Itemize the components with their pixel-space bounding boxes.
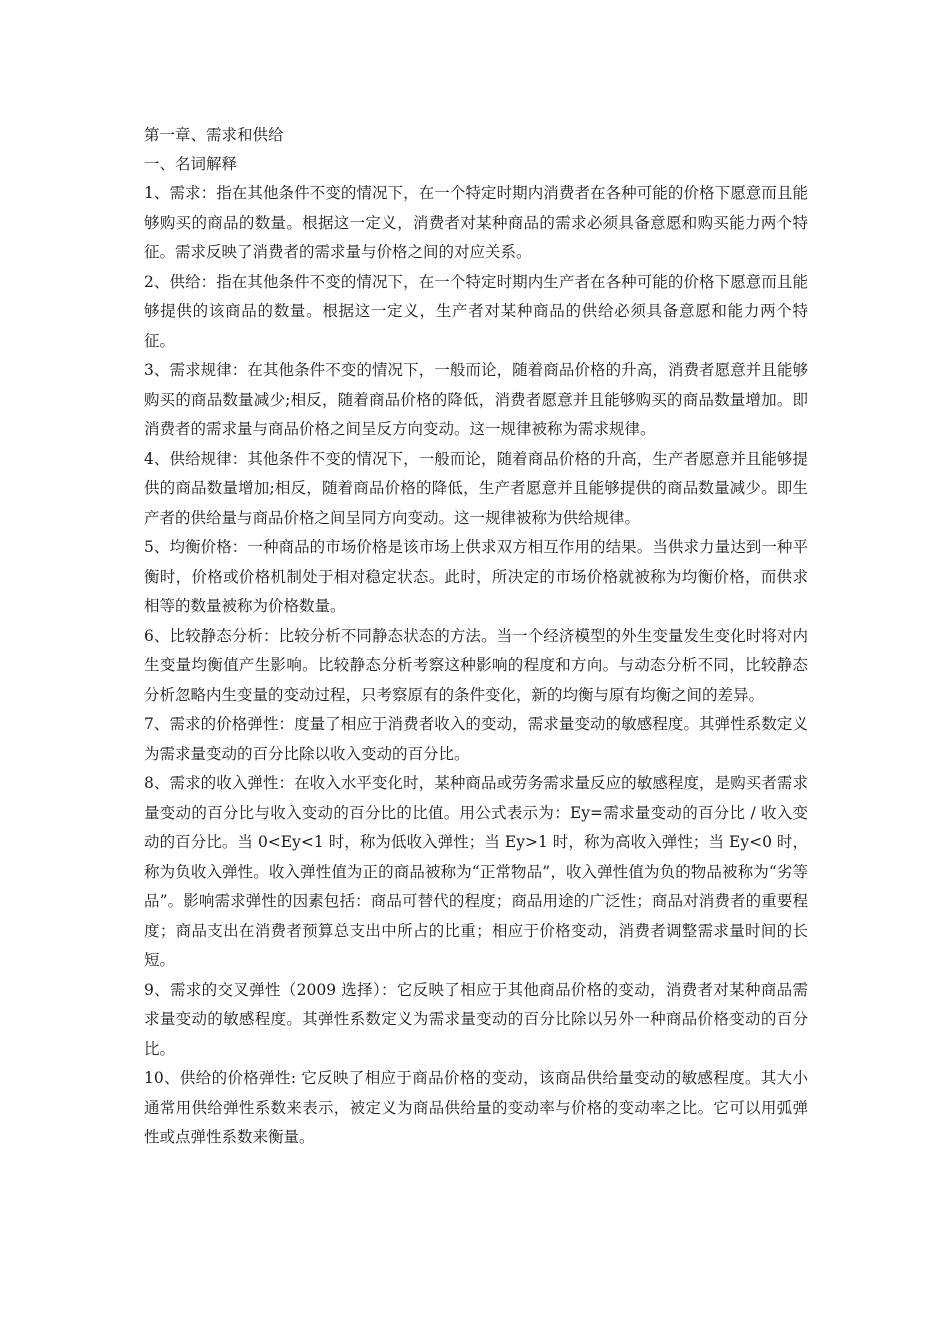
definition-paragraph: 1、需求：指在其他条件不变的情况下，在一个特定时期内消费者在各种可能的价格下愿意而且能够购买的商品的数量。根据这一定义，消费者对某种商品的需求必须具备意愿和购买能力两个特征。需求反映了消费者的需求量与价格之间的对应关系。 [144, 184, 808, 261]
definition-paragraph: 4、供给规律：其他条件不变的情况下，一般而论，随着商品价格的升高，生产者愿意并且能够提供的商品数量增加;相反，随着商品价格的降低，生产者愿意并且能够提供的商品数量减少。即生产者的供给量与商品价格之间呈同方向变动。这一规律被称为供给规律。 [144, 449, 808, 527]
chapter-title: 第一章、需求和供给 [144, 126, 284, 144]
definition-paragraph: 7、需求的价格弹性：度量了相应于消费者收入的变动，需求量变动的敏感程度。其弹性系数定义为需求量变动的百分比除以收入变动的百分比。 [144, 715, 808, 763]
definition-paragraph: 5、均衡价格：一种商品的市场价格是该市场上供求双方相互作用的结果。当供求力量达到一种平衡时，价格或价格机制处于相对稳定状态。此时，所决定的市场价格就被称为均衡价格，而供求相等的数量被称为价格数量。 [144, 538, 808, 615]
definition-paragraph: 2、供给：指在其他条件不变的情况下，在一个特定时期内生产者在各种可能的价格下愿意而且能够提供的该商品的数量。根据这一定义，生产者对某种商品的供给必须具备意愿和能力两个特征。 [144, 272, 808, 350]
document-page [144, 121, 808, 1153]
definition-paragraph: 6、比较静态分析：比较分析不同静态状态的方法。当一个经济模型的外生变量发生变化时将对内生变量均衡值产生影响。比较静态分析考察这种影响的程度和方向。与动态分析不同，比较静态分析忽略内生变量的变动过程，只考察原有的条件变化，新的均衡与原有均衡之间的差异。 [144, 626, 808, 704]
definition-paragraph: 8、需求的收入弹性：在收入水平变化时，某种商品或劳务需求量反应的敏感程度，是购买者需求量变动的百分比与收入变动的百分比的比值。用公式表示为：Ey=需求量变动的百分比 / 收入变动的百分比。当 0<Ey<1 时，称为低收入弹性；当 Ey>1 时，称为高收入弹性；当 Ey<0 时，称为负收入弹性。收入弹性值为正的商品被称为“正常物品”，收入弹性值为负的物品被称为“劣等品”。影响需求弹性的因素包括：商品可替代的程度；商品用途的广泛性；商品对消费者的重要程度；商品支出在消费者预算总支出中所占的比重；相应于价格变动，消费者调整需求量时间的长短。 [144, 774, 808, 969]
definition-paragraph: 9、需求的交叉弹性（2009 选择）：它反映了相应于其他商品价格的变动，消费者对某种商品需求量变动的敏感程度。其弹性系数定义为需求量变动的百分比除以另外一种商品价格变动的百分比。 [144, 980, 808, 1058]
definition-paragraph: 10、供给的价格弹性: 它反映了相应于商品价格的变动，该商品供给量变动的敏感程度。其大小通常用供给弹性系数来表示，被定义为商品供给量的变动率与价格的变动率之比。它可以用弧弹性或点弹性系数来衡量。 [144, 1069, 808, 1146]
definition-paragraph: 3、需求规律：在其他条件不变的情况下，一般而论，随着商品价格的升高，消费者愿意并且能够购买的商品数量减少;相反，随着商品价格的降低，消费者愿意并且能够购买的商品数量增加。即消费者的需求量与商品价格之间呈反方向变动。这一规律被称为需求规律。 [144, 361, 808, 438]
section-title: 一、名词解释 [144, 155, 238, 173]
